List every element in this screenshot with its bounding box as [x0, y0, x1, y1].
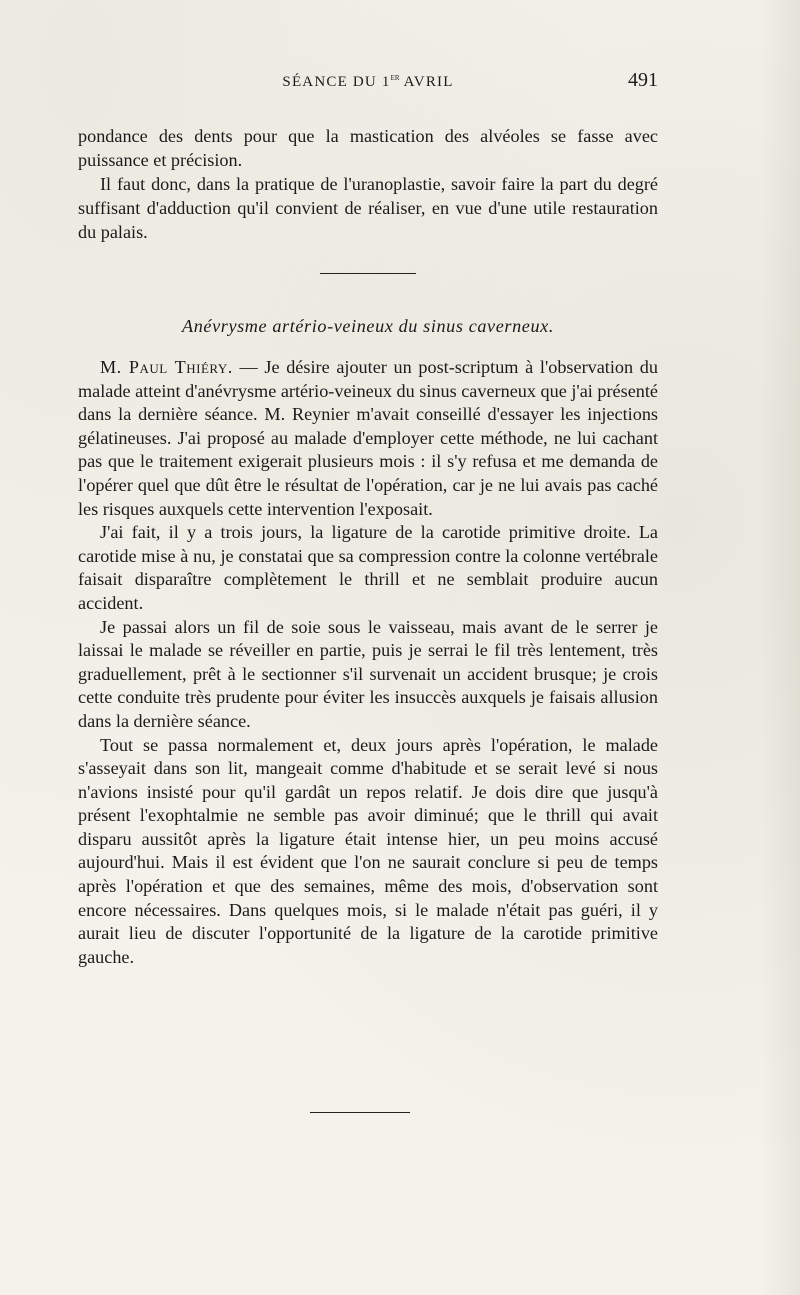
- section-divider-bottom: [310, 1112, 410, 1113]
- section-title: Anévrysme artério-veineux du sinus caverneux.: [182, 316, 554, 336]
- running-head: [78, 72, 658, 91]
- paragraph-suites-operatoires: Tout se passa normalement et, deux jours après l'opération, le malade s'asseyait dans son lit, mangeait comme d'habitude et se serait levé si nous n'avions insisté pour qu'il gardât un repos relatif. Je dois dire que jusqu'à présent l'exophtalmie ne semble pas avoir diminué; que le thrill qui avait disparu aussitôt après la ligature était intense hier, un peu moins accusé aujourd'hui. Mais il est évident que l'on ne saurait conclure si peu de temps après l'opération et que des semaines, même des mois, d'observation sont encore nécessaires. Dans quelques mois, si le malade n'était pas guéri, il y aurait lieu de discuter l'opportunité de la ligature de la carotide primitive gauche.: [78, 734, 658, 967]
- paragraph-ligature: J'ai fait, il y a trois jours, la ligature de la carotide primitive droite. La carotide mise à nu, je constatai que sa compression contre la colonne vertébrale faisait disparaître complètement le thrill et ne semblait produire aucun accident.: [78, 522, 658, 613]
- running-head-suffix: AVRIL: [399, 74, 454, 90]
- section-divider-top: [320, 273, 416, 274]
- running-head-superscript: er: [390, 72, 400, 83]
- paragraph-continued: pondance des dents pour que la mastication des alvéoles se fasse avec puissance et précision.: [78, 126, 658, 170]
- speaker-name: M. Paul Thiéry.: [100, 357, 233, 377]
- page-header: [78, 69, 658, 102]
- continued-text-block: [78, 124, 658, 244]
- section-text-block: [78, 356, 658, 969]
- paragraph-speaker-intro: [78, 356, 658, 521]
- paragraph-fil-de-soie: Je passai alors un fil de soie sous le vaisseau, mais avant de le serrer je laissai le malade se réveiller en partie, puis je serrai le fil très lentement, très graduellement, prêt à le sectionner s'il survenait un accident brusque; je crois cette conduite très prudente pour éviter les insuccès auxquels je faisais allusion dans la dernière séance.: [78, 616, 658, 731]
- page-number: 491: [628, 69, 658, 91]
- paragraph-speaker-text: — Je désire ajouter un post-scriptum à l'observation du malade atteint d'anévrysme artério-veineux du sinus caverneux que j'ai présenté dans la dernière séance. M. Reynier m'avait conseillé d'essayer les injections gélatineuses. J'ai proposé au malade d'employer cette méthode, ne lui cachant pas que le traitement exigerait plusieurs mois : il s'y refusa et me demanda de l'opérer quel que dût être le résultat de l'opération, car je ne lui avais pas caché les risques auxquels cette intervention l'exposait.: [78, 357, 658, 519]
- paragraph-uranoplastie: Il faut donc, dans la pratique de l'uranoplastie, savoir faire la part du degré suffisant d'adduction qu'il convient de réaliser, en vue d'une utile restauration du palais.: [78, 174, 658, 242]
- scan-edge-shadow: [760, 0, 800, 1295]
- running-head-prefix: SÉANCE DU 1: [282, 74, 391, 90]
